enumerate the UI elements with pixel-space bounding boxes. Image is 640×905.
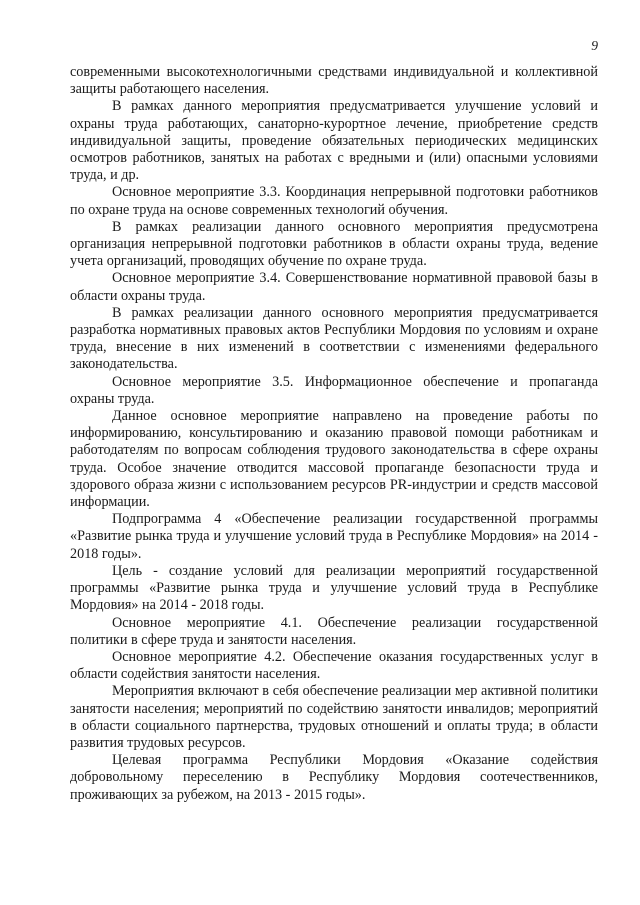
paragraph: В рамках данного мероприятия предусматривается улучшение условий и охраны труда работающих, санаторно-курортное лечение, приобретение средств индивидуальной защиты, проведение обязательных периодических медицинских осмотров работников, занятых на работах с вредными и (или) опасными условиями труда, и др.	[70, 98, 598, 184]
paragraph: Мероприятия включают в себя обеспечение реализации мер активной политики занятости населения; мероприятий по содействию занятости инвалидов; мероприятий в области социального партнерства, трудовых отношений и оплаты труда; в области развития трудовых ресурсов.	[70, 683, 598, 751]
paragraph: Основное мероприятие 4.1. Обеспечение реализации государственной политики в сфере труда и занятости населения.	[70, 614, 598, 648]
paragraph-continuation: современными высокотехнологичными средствами индивидуальной и коллективной защиты работающего населения.	[70, 64, 598, 98]
paragraph: Данное основное мероприятие направлено на проведение работы по информированию, консультированию и оказанию правовой помощи работникам и работодателям по вопросам соблюдения трудового законодательства в сфере охраны труда. Особое значение отводится массовой пропаганде безопасности труда и здорового образа жизни с использованием ресурсов PR-индустрии и средств массовой информации.	[70, 408, 598, 511]
paragraph: Основное мероприятие 4.2. Обеспечение оказания государственных услуг в области содействия занятости населения.	[70, 648, 598, 683]
page-number: 9	[591, 38, 598, 53]
paragraph: Целевая программа Республики Мордовия «Оказание содействия добровольному переселению в Республику Мордовия соотечественников, проживающих за рубежом, на 2013 - 2015 годы».	[70, 752, 598, 803]
paragraph: Основное мероприятие 3.3. Координация непрерывной подготовки работников по охране труда на основе современных технологий обучения.	[70, 184, 598, 218]
paragraph: В рамках реализации данного основного мероприятия предусмотрена организация непрерывной подготовки работников в области охраны труда, ведение учета организаций, проводящих обучение по охране труда.	[70, 218, 598, 270]
paragraph: Основное мероприятие 3.5. Информационное обеспечение и пропаганда охраны труда.	[70, 373, 598, 407]
document-body	[70, 64, 598, 804]
paragraph: Подпрограмма 4 «Обеспечение реализации государственной программы «Развитие рынка труда и улучшение условий труда в Республике Мордовия» на 2014 - 2018 годы».	[70, 511, 598, 562]
paragraph: В рамках реализации данного основного мероприятия предусматривается разработка нормативных правовых актов Республики Мордовия по условиям и охране труда, внесение в них изменений в соответствии с изменениями федерального законодательства.	[70, 304, 598, 373]
paragraph: Цель - создание условий для реализации мероприятий государственной программы «Развитие рынка труда и улучшение условий труда в Республике Мордовия» на 2014 - 2018 годы.	[70, 562, 598, 614]
paragraph: Основное мероприятие 3.4. Совершенствование нормативной правовой базы в области охраны труда.	[70, 270, 598, 304]
